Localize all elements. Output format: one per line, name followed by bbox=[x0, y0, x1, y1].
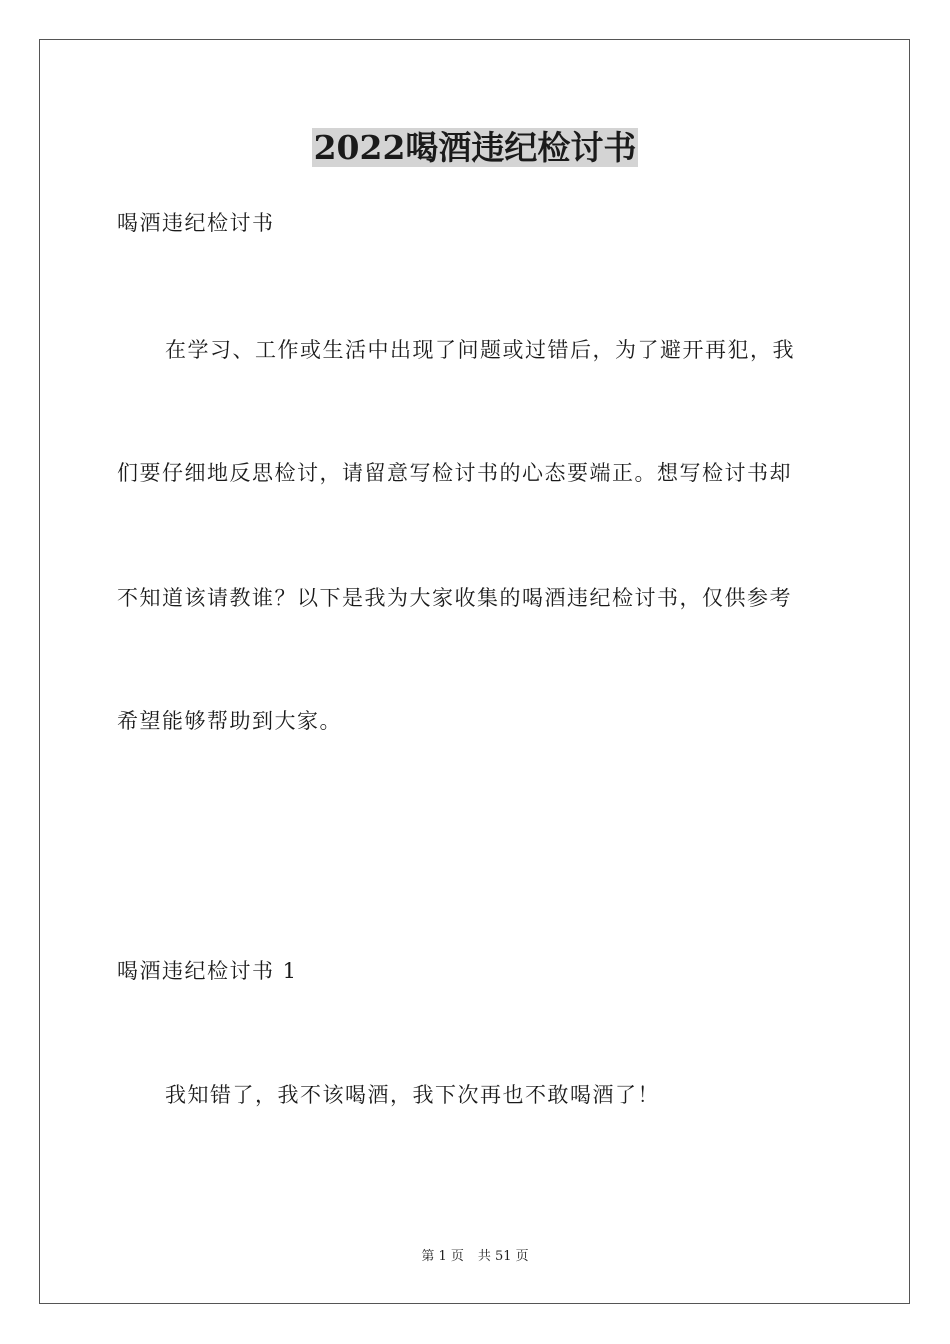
document-subtitle: 喝酒违纪检讨书 bbox=[117, 211, 275, 235]
intro-line-2: 们要仔细地反思检讨，请留意写检讨书的心态要端正。想写检讨书却 bbox=[117, 461, 792, 485]
section-paragraph-line: 我知错了，我不该喝酒，我下次再也不敢喝酒了！ bbox=[165, 1083, 660, 1107]
section-heading: 喝酒违纪检讨书 1 bbox=[117, 959, 298, 983]
document-title-text: 2022喝酒违纪检讨书 bbox=[313, 128, 637, 167]
page-number-total: 共 51 页 bbox=[477, 1249, 529, 1264]
page-footer bbox=[0, 1248, 950, 1266]
intro-line-3: 不知道该请教谁？以下是我为大家收集的喝酒违纪检讨书，仅供参考 bbox=[117, 586, 792, 610]
document-title bbox=[0, 126, 950, 170]
intro-line-1: 在学习、工作或生活中出现了问题或过错后，为了避开再犯，我 bbox=[165, 338, 795, 362]
intro-line-4: 希望能够帮助到大家。 bbox=[117, 709, 342, 733]
page-number-current: 第 1 页 bbox=[421, 1249, 464, 1264]
